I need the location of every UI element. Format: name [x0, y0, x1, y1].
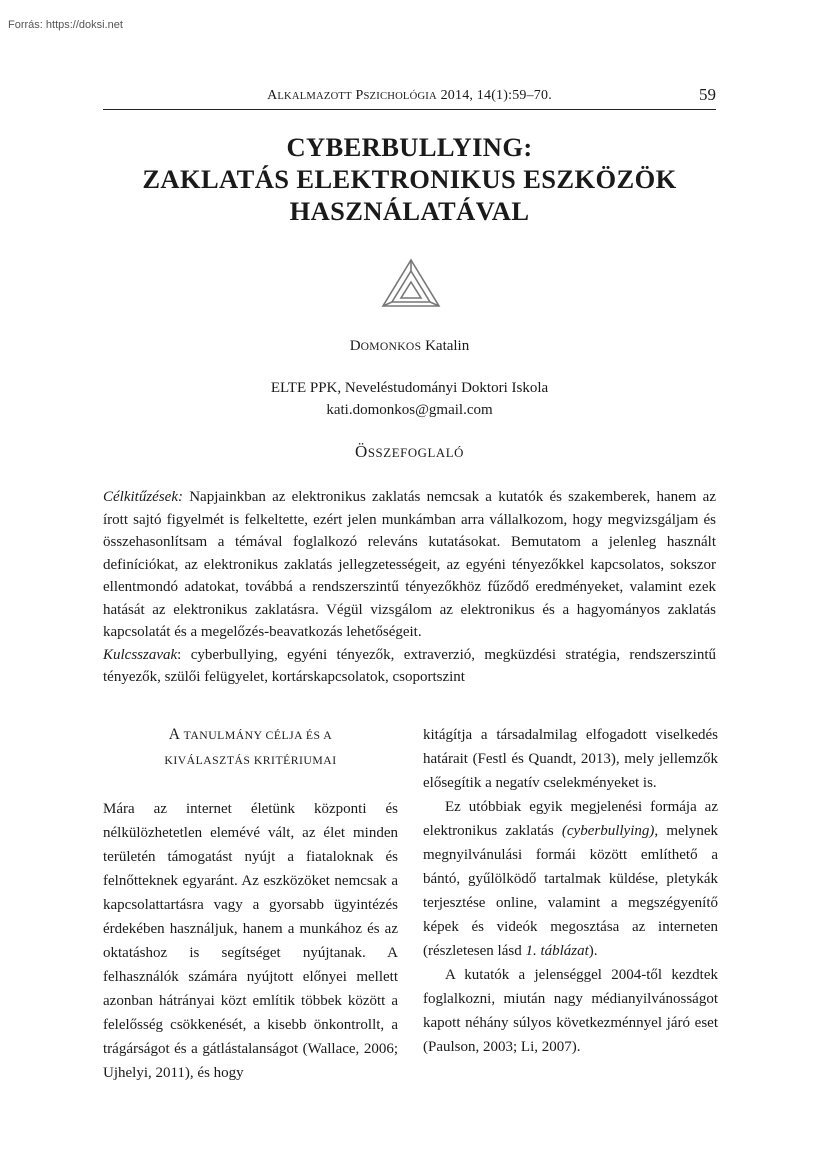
abstract — [103, 486, 716, 689]
body-paragraph: Ez utóbbiak egyik megjelenési formája az elektronikus zaklatás (cyberbullying), melynek megnyilvánulási formái között említhető a bántó, gyűlölködő tartalmak küldése, pletykák terjesztése online, valamint a megszégyenítő képek és videók megosztása az interneten (részletesen lásd 1. táblázat). — [423, 799, 718, 959]
section-heading: A TANULMÁNY CÉLJA ÉS A KIVÁLASZTÁS KRITÉRIUMAI — [164, 726, 337, 767]
body-paragraph: A kutatók a jelenséggel 2004-től kezdtek foglalkozni, miután nagy médianyilvánosságot kapott néhány súlyos következménnyel járó eset (Paulson, 2003; Li, 2007). — [423, 967, 718, 1055]
abstract-keywords: Kulcsszavak: cyberbullying, egyéni tényezők, extraverzió, megküzdési stratégia, rendszerszintű tényezők, szülői felügyelet, kortárskapcsolatok, csoportszint — [103, 646, 716, 685]
source-label: Forrás: https://doksi.net — [8, 19, 123, 31]
author-email[interactable]: kati.domonkos@gmail.com — [326, 402, 493, 418]
affiliation: ELTE PPK, Neveléstudományi Doktori Iskola — [270, 380, 549, 396]
body-paragraph: kitágítja a társadalmilag elfogadott viselkedés határait (Festl és Quandt, 2013), mely jellemzők elősegítik a negatív cselekményeket is. — [423, 727, 718, 791]
journal-citation: ALKALMAZOTT PSZICHOLÓGIA 2014, 14(1):59–70. — [267, 88, 552, 103]
right-column — [423, 723, 718, 1059]
author-name: DOMONKOS Katalin — [349, 338, 470, 354]
abstract-heading: ÖSSZEFOGLALÓ — [354, 442, 465, 461]
running-head — [103, 85, 716, 110]
journal-logo-icon — [381, 258, 441, 308]
left-column — [103, 723, 398, 1085]
body-paragraph: Mára az internet életünk központi és nélkülözhetetlen elemévé vált, az élet minden területén támogatást nyújt a fiataloknak és felnőtteknek egyaránt. Az eszközöket nemcsak a kapcsolattartásra vagy a gyorsabb ügyintézés érdekében használjuk, hanem a munkához és az oktatáshoz is segítséget nyújtanak. A felhasználók számára nyújtott előnyei mellett azonban hátrányai közt említik többek között a felelősség csökkenését, a kisebb önkontrollt, a trágárságot és a gátlástalanságot (Wallace, 2006; Ujhelyi, 2011), és hogy — [103, 801, 398, 1081]
abstract-aims: Célkitűzések: Napjainkban az elektronikus zaklatás nemcsak a kutatók és szakemberek, hanem az írott sajtó figyelmét is felkeltette, ezért jelen munkámban arra vállalkozom, hogy megvizsgáljam és összehasonlítsam a témával foglalkozó releváns kutatásokat. Bemutatom a jelenleg használt definíciókat, az elektronikus zaklatás jellegzetességeit, az egyéni tényezőkkel kapcsolatos, sokszor ellentmondó adatokat, továbbá a rendszerszintű tényezőkhöz fűződő eredményeket, valamint ezek hatását az elektronikus zaklatásra. Végül vizsgálom az elektronikus és a hagyományos zaklatás kapcsolatát és a megelőzés-beavatkozás lehetőségeit. — [103, 489, 716, 640]
article-title: CYBERBULLYING: ZAKLATÁS ELEKTRONIKUS ESZKÖZÖK HASZNÁLATÁVAL — [142, 132, 677, 226]
page-number: 59 — [699, 85, 716, 104]
